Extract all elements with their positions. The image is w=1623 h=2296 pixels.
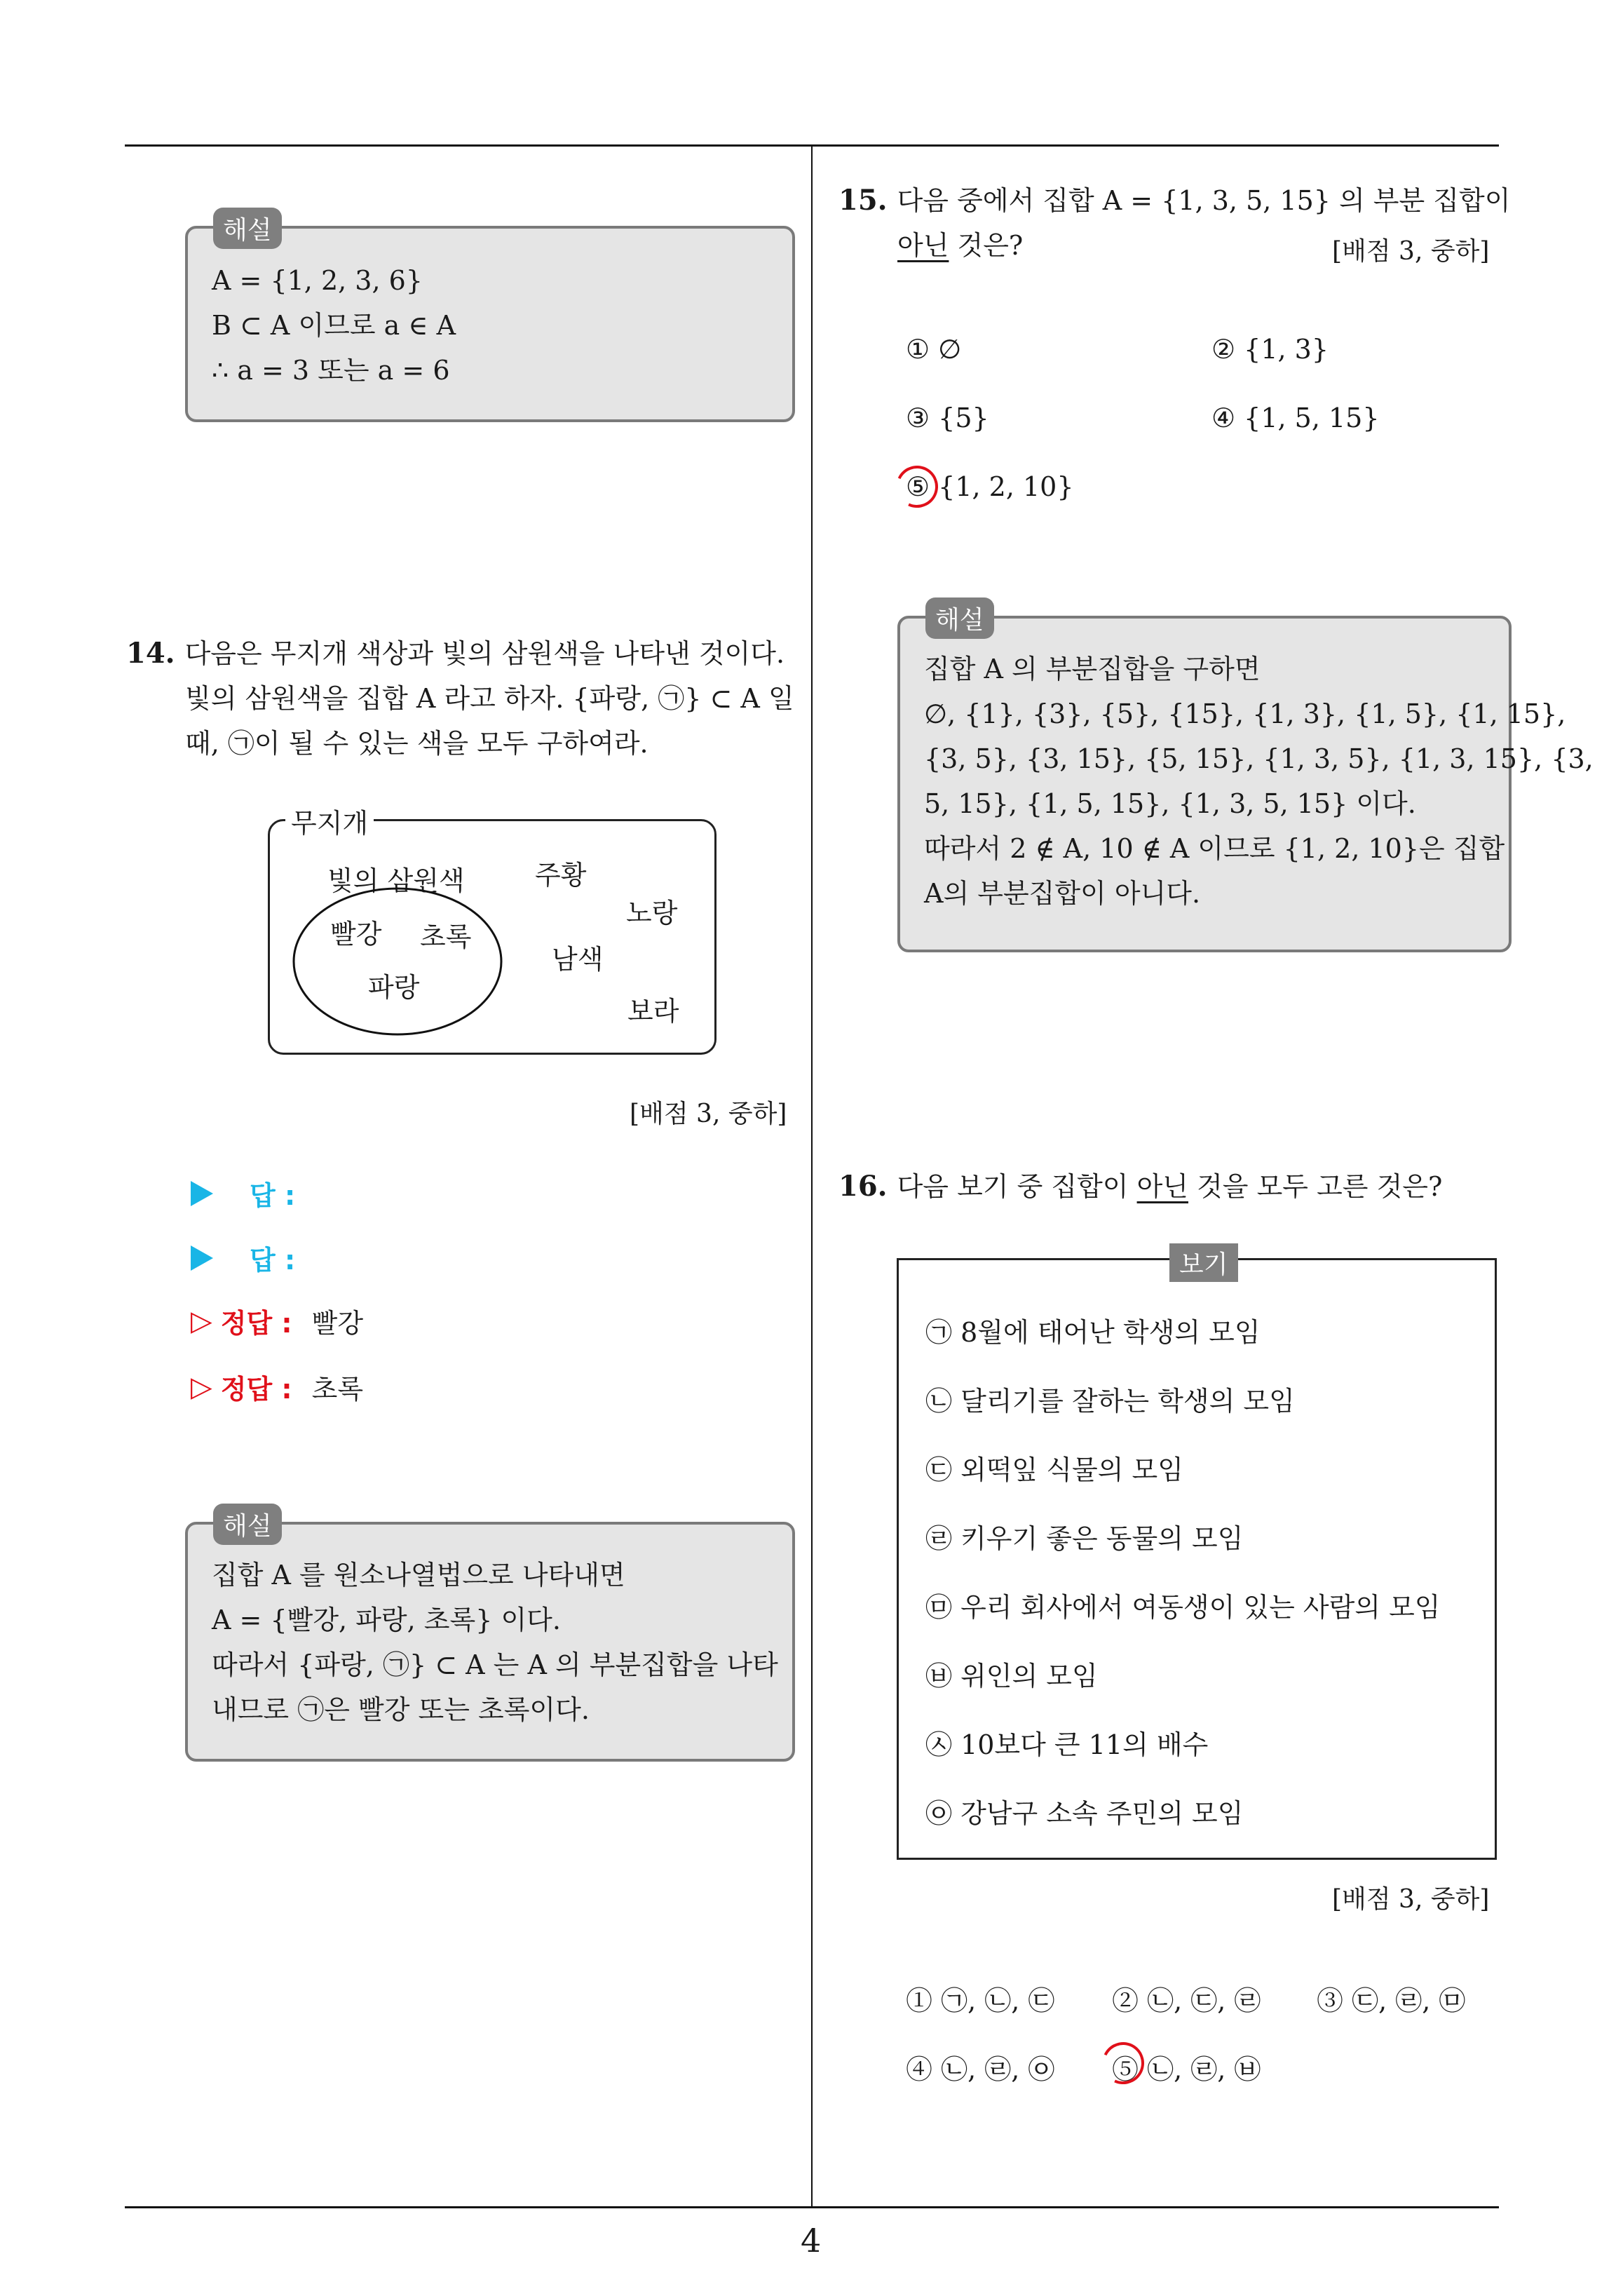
diagram-item: 파랑 <box>368 972 420 1003</box>
bogi-item: ㉢ 외떡잎 식물의 모임 <box>925 1454 1183 1485</box>
q16-text: 다음 보기 중 집합이 <box>897 1171 1137 1202</box>
explanation-line: ∅, {1}, {3}, {5}, {15}, {1, 3}, {1, 5}, {1, 15}, <box>924 698 1566 729</box>
q15-choice-3[interactable]: ③ {5} <box>906 403 989 433</box>
q14-line-2: 빛의 삼원색을 집합 A 라고 하자. {파랑, ㉠} ⊂ A 일 <box>185 683 794 714</box>
q14-text: 다음은 무지개 색상과 빛의 삼원색을 나타낸 것이다. <box>184 638 785 669</box>
page-number: 4 <box>801 2222 822 2260</box>
explanation-line: 5, 15}, {1, 5, 15}, {1, 3, 5, 15} 이다. <box>924 788 1416 819</box>
explanation-line: 따라서 {파랑, ㉠} ⊂ A 는 A 의 부분집합을 나타 <box>212 1649 778 1680</box>
selected-circle-icon <box>890 460 944 514</box>
q15-choice-1[interactable]: ① ∅ <box>906 334 962 365</box>
q16-choice-3[interactable]: ③ ㉢, ㉣, ㉤ <box>1317 1985 1466 2016</box>
explanation-line: B ⊂ A 이므로 a ∈ A <box>212 310 456 341</box>
q15-underlined: 아닌 <box>897 230 949 261</box>
bogi-item: ㉡ 달리기를 잘하는 학생의 모임 <box>925 1386 1295 1417</box>
q14-line-3: 때, ㉠이 될 수 있는 색을 모두 구하여라. <box>185 728 648 759</box>
q16-number: 16. <box>838 1170 888 1203</box>
q16-underlined: 아닌 <box>1136 1171 1188 1202</box>
q15-score: [배점 3, 중하] <box>1332 237 1490 266</box>
explanation-tag: 해설 <box>213 208 282 249</box>
bogi-item: ㉣ 키우기 좋은 동물의 모임 <box>925 1523 1244 1554</box>
bogi-box <box>897 1250 1497 1860</box>
correct-answer-row <box>191 1368 363 1406</box>
diagram-item: 보라 <box>627 996 679 1027</box>
q15-text: 다음 중에서 집합 A = {1, 3, 5, 15} 의 부분 집합이 <box>897 185 1511 216</box>
q16-choice-4[interactable]: ④ ㉡, ㉣, ㉧ <box>906 2054 1055 2085</box>
correct-answer-row <box>191 1302 363 1340</box>
bogi-item: ㉧ 강남구 소속 주민의 모임 <box>925 1798 1244 1829</box>
explanation-line: A = {빨강, 파랑, 초록} 이다. <box>212 1605 561 1635</box>
explanation-box-prev <box>185 216 795 422</box>
diagram-outer-label: 무지개 <box>285 802 374 840</box>
q16-text-post: 것을 모두 고른 것은? <box>1188 1171 1443 1202</box>
play-triangle-icon <box>191 1181 213 1206</box>
bogi-item: ㉤ 우리 회사에서 여동생이 있는 사람의 모임 <box>925 1592 1441 1623</box>
answer-row <box>191 1174 316 1213</box>
explanation-line: 따라서 2 ∉ A, 10 ∉ A 이므로 {1, 2, 10}은 집합 <box>924 833 1505 864</box>
q15-explanation-box <box>897 606 1594 952</box>
q15-choice-4[interactable]: ④ {1, 5, 15} <box>1211 403 1380 433</box>
diagram-item: 남색 <box>552 944 604 975</box>
q15-choice-5[interactable]: ⑤ {1, 2, 10} <box>906 471 1074 502</box>
diagram-item: 빨강 <box>330 919 382 950</box>
q15-choice-2[interactable]: ② {1, 3} <box>1211 334 1329 365</box>
correct-label: 정답 : <box>220 1308 292 1339</box>
answer-row <box>191 1238 316 1277</box>
explanation-line: A = {1, 2, 3, 6} <box>212 265 423 296</box>
q16-choice-1[interactable]: ① ㉠, ㉡, ㉢ <box>906 1985 1055 2016</box>
bogi-item: ㉥ 위인의 모임 <box>925 1661 1098 1691</box>
bogi-tag: 보기 <box>1169 1243 1238 1282</box>
bogi-item: ㉦ 10보다 큰 11의 배수 <box>925 1729 1209 1760</box>
explanation-tag: 해설 <box>925 597 994 639</box>
diagram-item: 노랑 <box>626 898 678 928</box>
q16-choice-5[interactable]: ⑤ ㉡, ㉣, ㉥ <box>1112 2054 1261 2085</box>
explanation-line: 내므로 ㉠은 빨강 또는 초록이다. <box>212 1694 590 1725</box>
explanation-line: 집합 A 를 원소나열법으로 나타내면 <box>212 1560 625 1591</box>
correct-value: 빨강 <box>311 1308 364 1339</box>
explanation-line: A의 부분집합이 아니다. <box>924 878 1201 909</box>
correct-value: 초록 <box>311 1374 364 1405</box>
diagram-item: 초록 <box>420 921 472 952</box>
diagram-inner-label: 빛의 삼원색 <box>327 865 465 896</box>
q14-line-1 <box>126 631 785 676</box>
answer-label: 답 : <box>250 1180 296 1211</box>
bogi-item: ㉠ 8월에 태어난 학생의 모임 <box>925 1317 1261 1348</box>
play-triangle-icon <box>191 1245 213 1271</box>
answer-label: 답 : <box>250 1245 296 1276</box>
correct-label: 정답 : <box>220 1374 292 1405</box>
diagram-item: 주황 <box>535 860 587 891</box>
q15-line-1 <box>838 178 1510 223</box>
explanation-line: ∴ a = 3 또는 a = 6 <box>212 355 450 386</box>
rainbow-diagram <box>268 808 717 1055</box>
q14-number: 14. <box>126 637 175 670</box>
explanation-line: {3, 5}, {3, 15}, {5, 15}, {1, 3, 5}, {1, 3, 15}, {3, <box>924 743 1594 774</box>
q16-score: [배점 3, 중하] <box>1332 1885 1490 1914</box>
q16-choice-2[interactable]: ② ㉡, ㉢, ㉣ <box>1112 1985 1261 2016</box>
column-divider <box>811 144 813 2208</box>
q14-explanation-box <box>185 1512 795 1762</box>
q14-score: [배점 3, 중하] <box>630 1100 787 1128</box>
explanation-line: 집합 A 의 부분집합을 구하면 <box>924 654 1261 684</box>
outline-triangle-icon: ▷ <box>191 1370 212 1403</box>
q15-text-rest: 것은? <box>949 230 1024 261</box>
inner-set-ellipse <box>291 883 515 1044</box>
outline-triangle-icon: ▷ <box>191 1304 212 1337</box>
explanation-tag: 해설 <box>213 1504 282 1545</box>
q16-line-1 <box>838 1164 1442 1209</box>
q15-number: 15. <box>838 184 888 217</box>
q15-line-2 <box>897 223 1023 268</box>
